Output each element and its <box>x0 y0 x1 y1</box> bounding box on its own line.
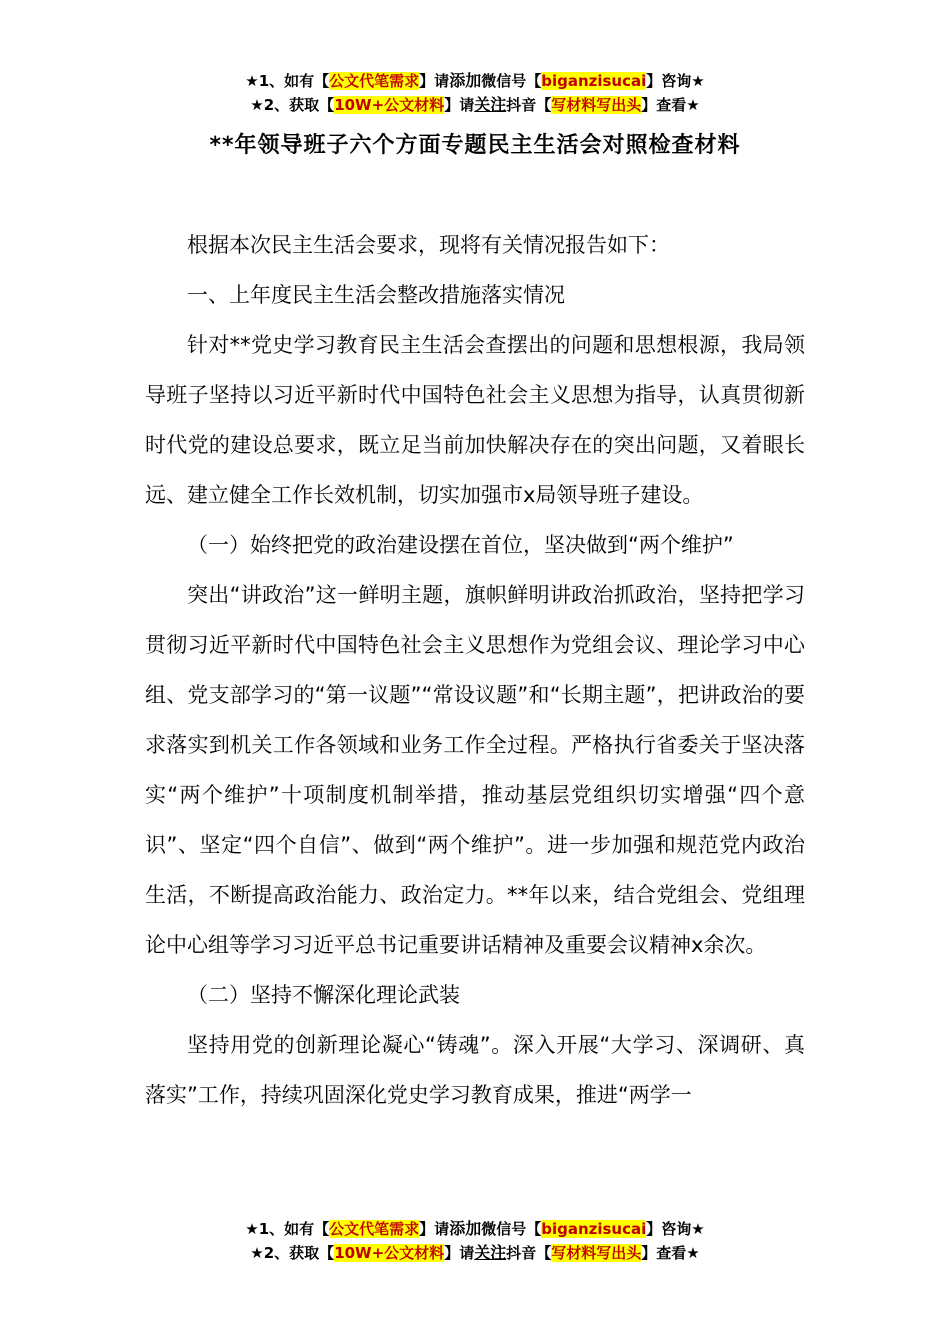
banner-emphasis: 添加 <box>449 1219 482 1238</box>
banner-text: ★1、如有【 <box>245 72 330 90</box>
banner-line-2 <box>0 1241 950 1265</box>
banner-line-2 <box>0 93 950 117</box>
banner-text: ★2、获取【 <box>250 1244 335 1262</box>
paragraph-intro: 根据本次民主生活会要求，现将有关情况报告如下： <box>187 233 670 257</box>
banner-text: 】请 <box>444 96 475 114</box>
banner-line-1 <box>0 69 950 93</box>
document-body <box>145 220 805 1120</box>
banner-text: 】请 <box>419 72 450 90</box>
banner-text: 微信号【 <box>481 1220 542 1238</box>
banner-emphasis: 关注 <box>474 1243 507 1262</box>
banner-text: ★2、获取【 <box>250 96 335 114</box>
document-title: **年领导班子六个方面专题民主生活会对照检查材料 <box>209 133 741 158</box>
subsection-heading-2: （二）坚持不懈深化理论武装 <box>187 983 460 1007</box>
banner-text: 】咨询★ <box>646 1220 705 1238</box>
banner-text: 微信号【 <box>481 72 542 90</box>
banner-emphasis: 添加 <box>449 71 482 90</box>
banner-text: 】咨询★ <box>646 72 705 90</box>
banner-text: 】请 <box>419 1220 450 1238</box>
paragraph: 坚持用党的创新理论凝心“铸魂”。深入开展“大学习、深调研、真落实”工作，持续巩固深化党史学习教育成果，推进“两学一 <box>145 1033 805 1107</box>
section-heading-1: 一、上年度民主生活会整改措施落实情况 <box>187 283 565 307</box>
banner-highlight: 10W+公文材料 <box>334 96 445 114</box>
banner-highlight-wechat: biganzisucai <box>541 1220 647 1238</box>
footer-banner <box>0 1217 950 1265</box>
banner-highlight: 10W+公文材料 <box>334 1244 445 1262</box>
banner-text: 抖音【 <box>506 96 552 114</box>
banner-text: 】查看★ <box>641 96 700 114</box>
banner-highlight-douyin: 写材料写出头 <box>551 96 642 114</box>
subsection-heading-1: （一）始终把党的政治建设摆在首位，坚决做到“两个维护” <box>187 533 734 557</box>
banner-line-1 <box>0 1217 950 1241</box>
header-banner <box>0 69 950 117</box>
banner-text: ★1、如有【 <box>245 1220 330 1238</box>
paragraph: 针对**党史学习教育民主生活会查摆出的问题和思想根源，我局领导班子坚持以习近平新时代中国特色社会主义思想为指导，认真贯彻新时代党的建设总要求，既立足当前加快解决存在的突出问题，又着眼长远、建立健全工作长效机制，切实加强市x局领导班子建设。 <box>145 333 805 507</box>
banner-highlight: 公文代笔需求 <box>329 72 420 90</box>
banner-highlight-douyin: 写材料写出头 <box>551 1244 642 1262</box>
banner-highlight: 公文代笔需求 <box>329 1220 420 1238</box>
paragraph: 突出“讲政治”这一鲜明主题，旗帜鲜明讲政治抓政治，坚持把学习贯彻习近平新时代中国特色社会主义思想作为党组会议、理论学习中心组、党支部学习的“第一议题”“常设议题”和“长期主题”，把讲政治的要求落实到机关工作各领域和业务工作全过程。严格执行省委关于坚决落实“两个维护”十项制度机制举措，推动基层党组织切实增强“四个意识”、坚定“四个自信”、做到“两个维护”。进一步加强和规范党内政治生活，不断提高政治能力、政治定力。**年以来，结合党组会、党组理论中心组等学习习近平总书记重要讲话精神及重要会议精神x余次。 <box>145 583 805 957</box>
banner-text: 抖音【 <box>506 1244 552 1262</box>
banner-highlight-wechat: biganzisucai <box>541 72 647 90</box>
banner-text: 】查看★ <box>641 1244 700 1262</box>
banner-text: 】请 <box>444 1244 475 1262</box>
banner-emphasis: 关注 <box>474 95 507 114</box>
